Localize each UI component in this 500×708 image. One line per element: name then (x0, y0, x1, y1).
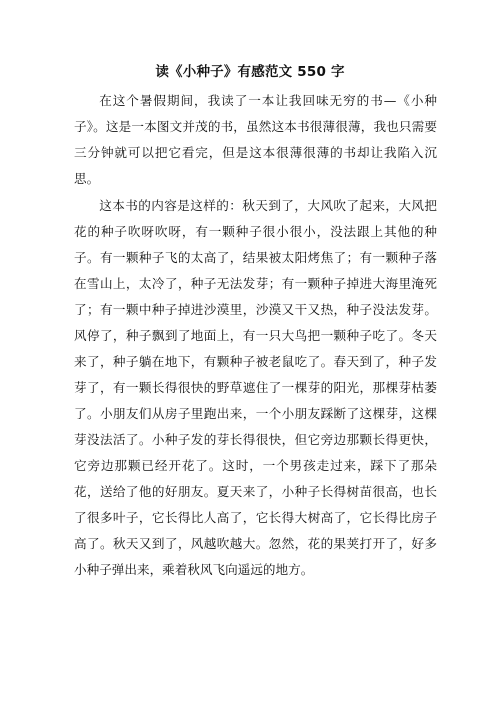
document-title: 读《小种子》有感范文 550 字 (155, 64, 345, 80)
paragraph-summary: 这本书的内容是这样的：秋天到了，大风吹了起来，大风把花的种子吹呀吹呀，有一颗种子很小很小，没法跟上其他的种子。有一颗种子飞的太高了，结果被太阳烤焦了；有一颗种子落在雪山上，太冷了，种子无法发芽；有一颗种子掉进大海里淹死了；有一颗中种子掉进沙漠里，沙漠又干又热，种子没法发芽。风停了，种子飘到了地面上，有一只大鸟把一颗种子吃了。冬天来了，种子躺在地下，有颗种子被老鼠吃了。春天到了，种子发芽了，有一颗长得很快的野草遮住了一棵芽的阳光，那棵芽枯萎了。小朋友们从房子里跑出来，一个小朋友踩断了这棵芽，这棵芽没法活了。小种子发的芽长得很快，但它旁边那颗长得更快，它旁边那颗已经开花了。这时，一个男孩走过来，踩下了那朵花，送给了他的好朋友。夏天来了，小种子长得树苗很高，也长了很多叶子，它长得比人高了，它长得大树高了，它长得比房子高了。秋天又到了，风越吹越大。忽然，花的果荚打开了，好多小种子弹出来，乘着秋风飞向遥远的地方。 (74, 198, 437, 577)
paragraph-intro: 在这个暑假期间，我读了一本让我回味无穷的书—《小种子》。这是一本图文并茂的书，虽然这本书很薄很薄，我也只需要三分钟就可以把它看完，但是这本很薄很薄的书却让我陷入沉思。 (74, 93, 437, 186)
